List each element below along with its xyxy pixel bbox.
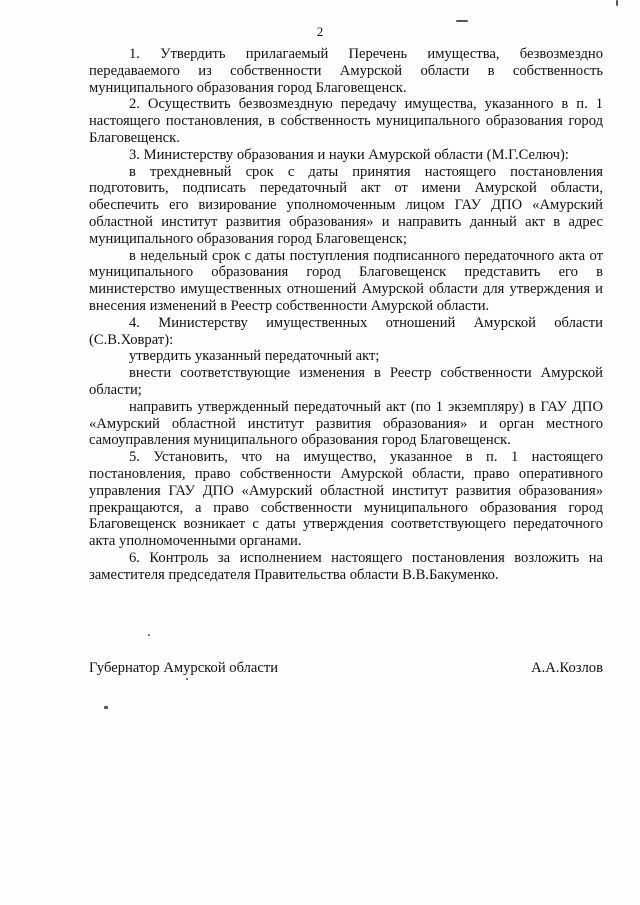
signature-block [89,660,603,680]
paragraph-3-item-1: в трехдневный срок с даты принятия настоящего постановления подготовить, подписать передаточный акт от имени Амурской области, обеспечить его визирование уполномоченным лицом ГАУ ДПО «Амурский областной институт развития образования» и направить данный акт в адрес муниципального образования город Благовещенск; [89,163,603,247]
scan-dot-mark [186,678,188,680]
paragraph-4-item-1: утвердить указанный передаточный акт; [129,348,380,365]
paragraph-6: 6. Контроль за исполнением настоящего постановления возложить на заместителя председателя Правительства области В.В.Бакуменко. [89,549,603,583]
document-body [89,46,603,584]
paragraph-4-item-2: внести соответствующие изменения в Реестр собственности Амурской области; [89,365,603,398]
paragraph-1: 1. Утвердить прилагаемый Перечень имущества, безвозмездно передаваемого из собственности Амурской области в собственность муниципального образования город Благовещенск. [89,46,603,96]
page-number: 2 [316,24,324,39]
scan-dash-mark [456,20,468,22]
scan-dot-mark [104,706,108,709]
paragraph-2: 2. Осуществить безвозмездную передачу имущества, указанного в п. 1 настоящего постановления, в собственность муниципального образования город Благовещенск. [89,96,603,146]
signatory-name: А.А.Козлов [531,660,603,676]
scan-dot-mark [148,634,150,636]
paragraph-4-item-3: направить утвержденный передаточный акт (по 1 экземпляру) в ГАУ ДПО «Амурский областной институт развития образования» и орган местного самоуправления муниципального образования город Благовещенск. [89,398,603,449]
signatory-position: Губернатор Амурской области [89,660,279,676]
paragraph-3-item-2: в недельный срок с даты поступления подписанного передаточного акта от муниципального образования город Благовещенск представить его в министерство имущественных отношений Амурской области для утверждения и внесения изменений в Реестр собственности Амурской области. [89,247,603,314]
scan-corner-mark [616,0,618,6]
paragraph-4: 4. Министерству имущественных отношений Амурской области (С.В.Ховрат): [89,314,603,348]
paragraph-3: 3. Министерству образования и науки Амурской области (М.Г.Селюч): [129,146,569,163]
paragraph-5: 5. Установить, что на имущество, указанное в п. 1 настоящего постановления, право собственности Амурской области, право оперативного управления ГАУ ДПО «Амурский областной институт развития образования» прекращаются, а право собственности муниципального образования город Благовещенск возникает с даты утверждения соответствующего передаточного акта уполномоченными органами. [89,449,603,550]
